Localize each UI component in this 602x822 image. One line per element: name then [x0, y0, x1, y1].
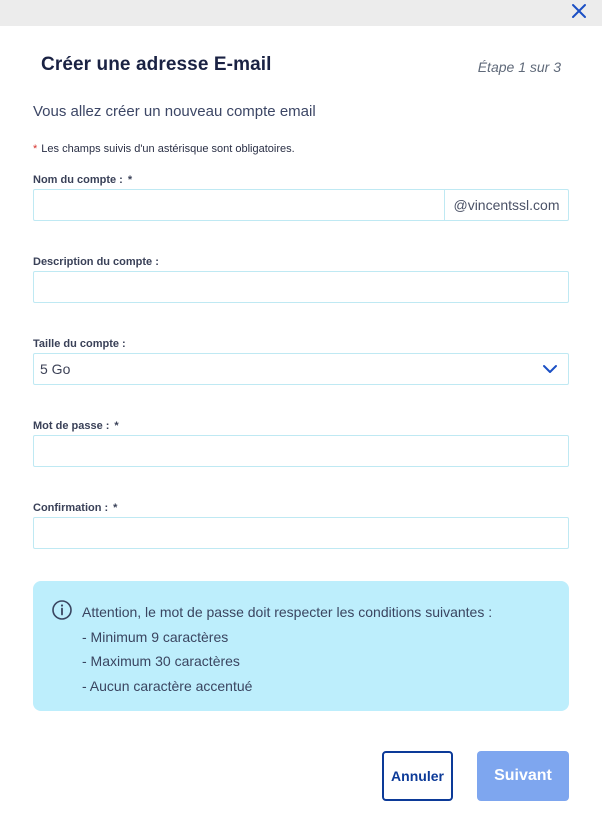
- password-label: [33, 420, 119, 432]
- account-name-required-star: *: [127, 174, 133, 186]
- dialog-top-bar: [0, 0, 602, 26]
- cancel-button[interactable]: Annuler: [382, 751, 453, 801]
- step-indicator: Étape 1 sur 3: [477, 59, 561, 75]
- size-selected-value: 5 Go: [40, 361, 71, 377]
- next-button[interactable]: Suivant: [477, 751, 569, 801]
- size-select[interactable]: [33, 353, 569, 385]
- confirmation-field: [33, 517, 569, 549]
- password-input[interactable]: [34, 436, 568, 466]
- confirmation-label-text: Confirmation :: [33, 502, 109, 514]
- password-rules-line: - Minimum 9 caractères: [82, 628, 229, 645]
- required-star: *: [33, 143, 38, 155]
- password-rules-text: [82, 600, 492, 698]
- password-label-text: Mot de passe :: [33, 420, 110, 432]
- size-label: [33, 338, 126, 350]
- password-rules-line: - Aucun caractère accentué: [82, 677, 253, 694]
- confirmation-input[interactable]: [34, 518, 568, 548]
- account-name-label-text: Nom du compte :: [33, 174, 123, 186]
- password-rules-info-box: [33, 581, 569, 711]
- description-input[interactable]: [34, 272, 568, 302]
- description-field: [33, 271, 569, 303]
- password-rules-line: Attention, le mot de passe doit respecter les conditions suivantes :: [82, 604, 493, 620]
- password-required-star: *: [114, 420, 119, 432]
- password-field: [33, 435, 569, 467]
- intro-text: Vous allez créer un nouveau compte email: [33, 103, 316, 120]
- size-label-text: Taille du compte :: [33, 338, 126, 350]
- account-name-input[interactable]: [34, 190, 444, 220]
- required-fields-note: [33, 143, 295, 155]
- close-icon: [571, 3, 587, 19]
- chevron-down-icon: [542, 361, 558, 377]
- domain-suffix: @vincentssl.com: [444, 190, 568, 220]
- close-button[interactable]: [568, 0, 590, 22]
- confirmation-label: [33, 502, 117, 514]
- account-name-label: [33, 174, 132, 186]
- page-title: Créer une adresse E-mail: [41, 54, 272, 75]
- required-note-text: Les champs suivis d'un astérisque sont obligatoires.: [41, 143, 295, 155]
- info-circle-icon: [51, 599, 73, 621]
- description-label: [33, 256, 159, 268]
- confirmation-required-star: *: [113, 502, 118, 514]
- description-label-text: Description du compte :: [33, 256, 159, 268]
- account-name-field: [33, 189, 569, 221]
- password-rules-line: - Maximum 30 caractères: [82, 653, 240, 669]
